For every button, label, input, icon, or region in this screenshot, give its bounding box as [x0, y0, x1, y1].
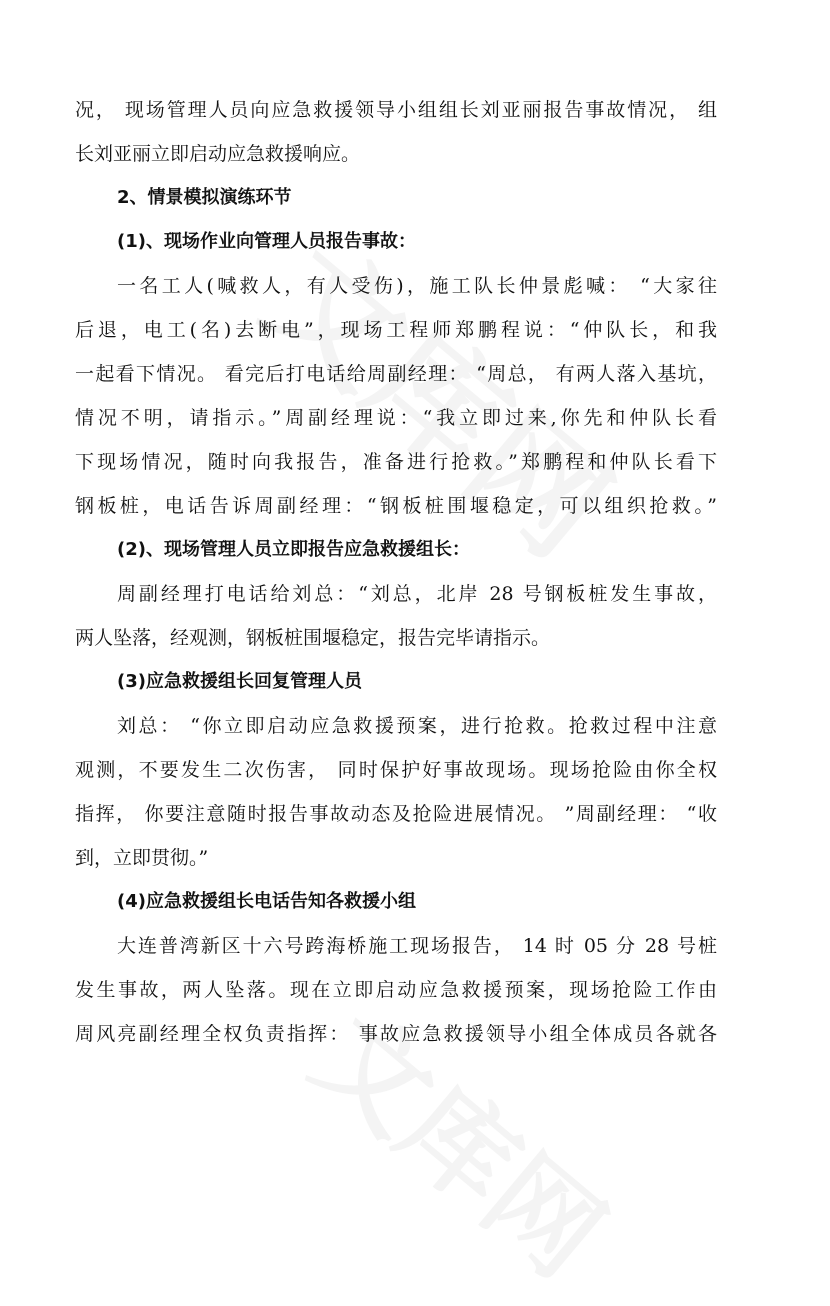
paragraph-1	[75, 264, 717, 528]
subsection-heading: (2)、现场管理人员立即报告应急救援组长：	[117, 539, 470, 560]
text-line: 发生事故，两人坠落。现在立即启动应急救援预案，现场抢险工作由	[75, 979, 717, 1001]
paragraph-0	[75, 88, 717, 176]
text-line: 情况不明，请指示。”周副经理说：“我立即过来,你先和仲队长看	[75, 407, 717, 429]
paragraph-3	[75, 704, 717, 880]
paragraph-2	[75, 572, 717, 660]
paragraph-4	[75, 924, 717, 1056]
text-line: 大连普湾新区十六号跨海桥施工现场报告， 14 时 05 分 28 号桩	[117, 935, 717, 957]
text-line: 长刘亚丽立即启动应急救援响应。	[75, 143, 361, 165]
text-line: 刘总： “你立即启动应急救援预案，进行抢救。抢救过程中注意	[117, 715, 717, 737]
subsection-heading: (1)、现场作业向管理人员报告事故：	[117, 231, 416, 252]
text-line: 观测，不要发生二次伤害， 同时保护好事故现场。现场抢险由你全权	[75, 759, 717, 781]
section-heading: 2、情景模拟演练环节	[117, 187, 292, 208]
text-line: 指挥， 你要注意随时报告事故动态及抢险进展情况。 ”周副经理： “收	[75, 803, 717, 825]
subsection-heading: (3)应急救援组长回复管理人员	[117, 671, 362, 692]
text-line: 一名工人(喊救人，有人受伤)，施工队长仲景彪喊： “大家往	[117, 275, 717, 297]
text-line: 钢板桩，电话告诉周副经理：“钢板桩围堰稳定，可以组织抢救。”	[75, 495, 717, 517]
text-line: 到，立即贯彻。”	[75, 847, 209, 869]
text-line: 两人坠落，经观测，钢板桩围堰稳定，报告完毕请指示。	[75, 627, 551, 649]
text-line: 一起看下情况。 看完后打电话给周副经理： “周总， 有两人落入基坑，	[75, 363, 717, 385]
text-line: 周副经理打电话给刘总：“刘总，北岸 28 号钢板桩发生事故，	[117, 583, 717, 605]
text-line: 下现场情况，随时向我报告，准备进行抢救。”郑鹏程和仲队长看下	[75, 451, 717, 473]
text-line: 况， 现场管理人员向应急救援领导小组组长刘亚丽报告事故情况， 组	[75, 99, 717, 121]
subsection-heading: (4)应急救援组长电话告知各救援小组	[117, 891, 416, 912]
text-line: 后退，电工(名)去断电”，现场工程师郑鹏程说：“仲队长，和我	[75, 319, 717, 341]
document-page	[75, 88, 717, 1056]
text-line: 周风亮副经理全权负责指挥： 事故应急救援领导小组全体成员各就各	[75, 1023, 717, 1045]
